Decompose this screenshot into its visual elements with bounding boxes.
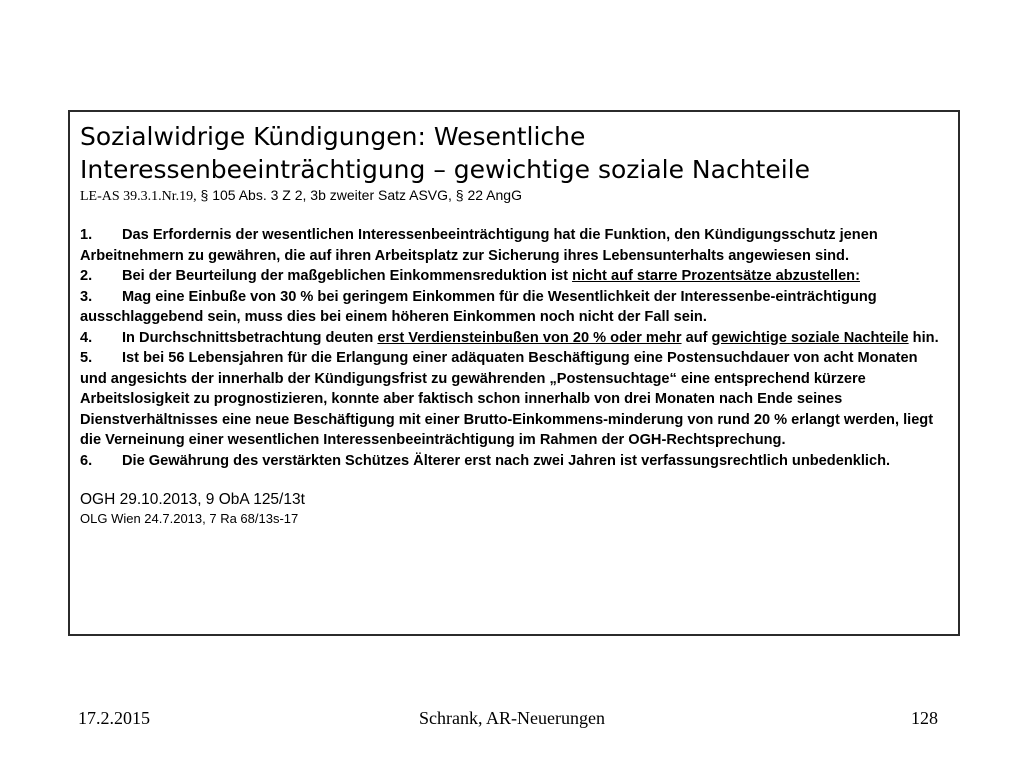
item-number: 3. xyxy=(80,288,93,305)
item-text: Mag eine Einbuße von 30 % bei geringem Einkommen für die Wesentlichkeit der Interessenbe-einträchtigung ausschlaggebend sein, muss dies bei einem höheren Einkommen noch nicht der Fall sein. xyxy=(80,288,877,325)
holdings-list xyxy=(80,225,948,471)
item-text-underlined: nicht auf starre Prozentsätze abzustellen: xyxy=(572,268,860,284)
item-text: auf xyxy=(681,329,712,346)
slide-content-box xyxy=(68,110,960,636)
item-number: 1. xyxy=(80,227,93,243)
citation-olg: OLG Wien 24.7.2013, 7 Ra 68/13s-17 xyxy=(80,511,299,526)
item-text: Bei der Beurteilung der maßgeblichen Einkommensreduktion ist xyxy=(122,268,573,284)
list-item xyxy=(80,287,948,328)
item-text: Ist bei 56 Lebensjahren für die Erlangung einer adäquaten Beschäftigung eine Postensuchdauer von acht Monaten und angesichts der innerhalb der Kündigungsfrist zu gewährenden „Postensuchtage“ eine entsprechend kürzere Arbeitslosigkeit zu prognostizieren, konnte aber faktisch schon innerhalb von drei Monaten nach Ende seines Dienstverhältnisses eine neue Beschäftigung mit einer Brutto-Einkommens-minderung von rund 20 % erlangt werden, liegt die Verneinung einer wesentlichen Interessenbeeinträchtigung im Rahmen der OGH-Rechtsprechung. xyxy=(80,350,934,448)
legal-reference-prefix: LE-AS 39.3.1.Nr.19, xyxy=(80,189,197,204)
item-number: 6. xyxy=(80,452,93,469)
footer-date: 17.2.2015 xyxy=(78,708,150,728)
footer-author-title: Schrank, AR-Neuerungen xyxy=(419,708,605,728)
legal-reference-rest: § 105 Abs. 3 Z 2, 3b zweiter Satz ASVG, § 22 AngG xyxy=(196,187,522,203)
list-item xyxy=(80,266,948,287)
item-number: 2. xyxy=(80,268,93,284)
legal-reference xyxy=(80,186,948,206)
item-text-underlined: gewichtige soziale Nachteile xyxy=(711,329,909,346)
slide-title-line-2: Interessenbeeinträchtigung – gewichtige soziale Nachteile xyxy=(80,155,810,184)
item-number: 5. xyxy=(80,350,93,366)
item-text-underlined: erst Verdiensteinbußen von 20 % oder mehr xyxy=(377,329,682,346)
list-item xyxy=(80,225,948,266)
citation-ogh: OGH 29.10.2013, 9 ObA 125/13t xyxy=(80,491,305,508)
item-text: In Durchschnittsbetrachtung deuten xyxy=(122,329,378,346)
item-number: 4. xyxy=(80,329,93,346)
item-text: Das Erfordernis der wesentlichen Interessenbeeinträchtigung hat die Funktion, den Kündigungsschutz jenen Arbeitnehmern zu gewähren, die auf ihren Arbeitsplatz zur Sicherung ihres Lebensunterhalts angewiesen sind. xyxy=(80,227,878,264)
item-text: Die Gewährung des verstärkten Schützes Älterer erst nach zwei Jahren ist verfassungsrechtlich unbedenklich. xyxy=(122,452,891,469)
item-text: hin. xyxy=(908,329,939,346)
list-item xyxy=(80,451,948,472)
list-item xyxy=(80,328,948,349)
list-item xyxy=(80,348,948,451)
footer-page-number: 128 xyxy=(911,708,938,728)
slide-title-line-1: Sozialwidrige Kündigungen: Wesentliche xyxy=(80,122,586,151)
